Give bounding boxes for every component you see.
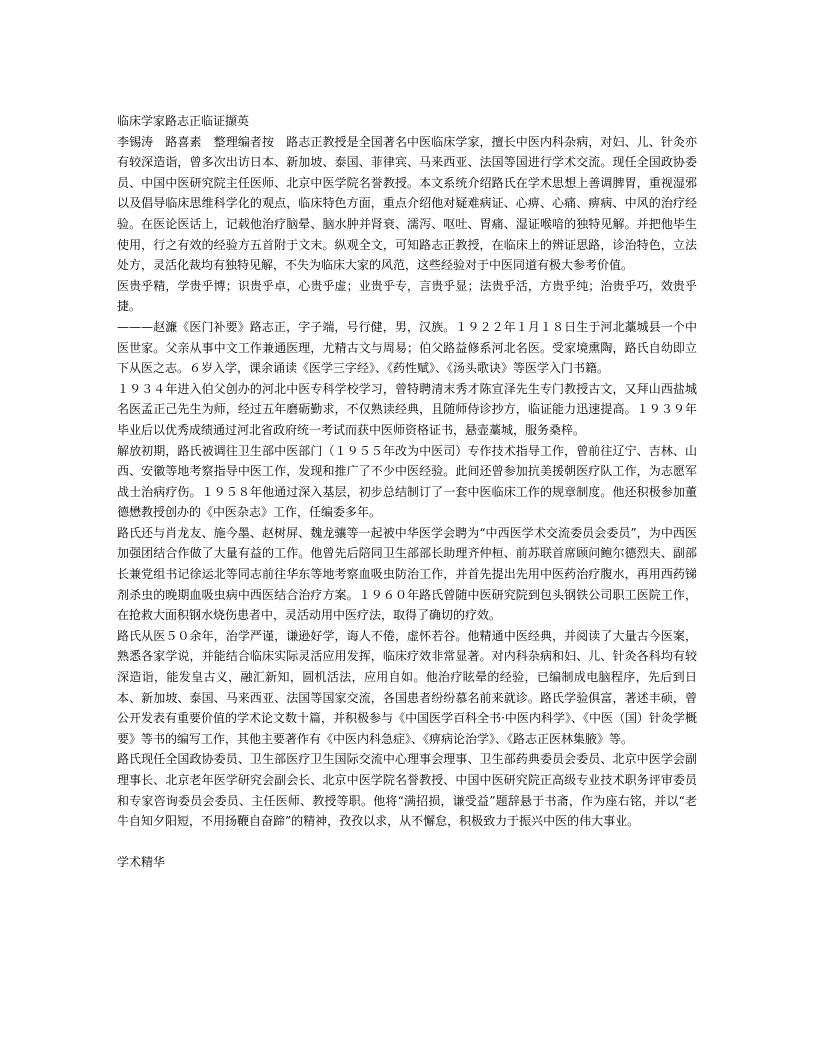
document-page	[117, 111, 697, 873]
paragraph-biography-early: ———赵濂《医门补要》路志正，字子端，号行健，男，汉族。１９２２年１月１８日生于河北藁城县一个中医世家。父亲从事中文工作兼通医理，尤精古文与周易；伯父路益修系河北名医。受家境熏陶，路氏自幼即立下从医之志。６岁入学，课余诵读《医学三字经》、《药性赋》、《汤头歌诀》等医学入门书籍。	[117, 319, 697, 376]
paragraph-editor-note: 李锡涛 路喜素 整理编者按 路志正教授是全国著名中医临床学家，擅长中医内科杂病，对妇、儿、针灸亦有较深造诣，曾多次出访日本、新加坡、泰国、菲律宾、马来西亚、法国等国进行学术交流。现任全国政协委员、中国中医研究院主任医师、北京中医学院名誉教授。本文系统介绍路氏在学术思想上善调脾胃，重视湿邪以及倡导临床思维科学化的观点，临床特色方面，重点介绍他对疑难病证、心痹、心痛、痹病、中风的治疗经验。在医论医话上，记载他治疗脑晕、脑水肿并肾衰、濡泻、呕吐、胃痛、湿证喉喑的独特见解。并把他毕生使用，行之有效的经验方五首附于文末。纵观全文，可知路志正教授，在临床上的辨证思路，诊治特色，立法处方，灵活化裁均有独特见解，不失为临床大家的风范，这些经验对于中医同道有极大参考价值。	[117, 134, 697, 273]
paragraph-collaboration: 路氏还与肖龙友、施今墨、赵树屏、魏龙骧等一起被中华医学会聘为“中西医学术交流委员会委员”，为中西医加强团结合作做了大量有益的工作。他曾先后陪同卫生部部长助理齐仲桓、前苏联首席顾问鲍尔德烈夫、副部长兼党组书记徐运北等同志前往华东等地考察血吸虫防治工作，并首先提出先用中医药治疗腹水，再用西药锑剂杀虫的晚期血吸虫病中西医结合治疗方案。１９６０年路氏曾随中医研究院到包头钢铁公司职工医院工作，在抢救大面积钢水烧伤患者中，灵活动用中医疗法，取得了确切的疗效。	[117, 525, 697, 623]
paragraph-education: １９３４年进入伯父创办的河北中医专科学校学习，曾特聘清末秀才陈宣泽先生专门教授古文，又拜山西盐城名医孟正己先生为师，经过五年磨砺勤求，不仅熟读经典，且随师侍诊抄方，临证能力迅速提高。１９３９年毕业后以优秀成绩通过河北省政府统一考试而获中医师资格证书，悬壶藁城，服务桑梓。	[117, 381, 697, 437]
paragraph-current-positions: 路氏现任全国政协委员、卫生部医疗卫生国际交流中心理事会理事、卫生部药典委员会委员、北京中医学会副理事长、北京老年医学研究会副会长、北京中医学院名誉教授、中国中医研究院正高级专业技术职务评审委员和专家咨询委员会委员、主任医师、教授等职。他将“满招损，谦受益”题辞悬于书斋，作为座右铭，并以“老牛自知夕阳短，不用扬鞭自奋蹄”的精神，孜孜以求，从不懈怠，积极致力于振兴中医的伟大事业。	[117, 752, 697, 829]
document-title: 临床学家路志正临证撷英	[117, 114, 250, 128]
paragraph-clinical-practice: 路氏从医５０余年，治学严谨，谦逊好学，诲人不倦，虚怀若谷。他精通中医经典，并阅读了大量古今医案，熟悉各家学说，并能结合临床实际灵活应用发挥，临床疗效非常显著。对内科杂病和妇、儿、针灸各科均有较深造诣，能发皇古义，融汇新知，圆机活法，应用自如。他治疗眩晕的经验，已编制成电脑程序，先后到日本、新加坡、泰国、马来西亚、法国等国家交流，各国患者纷纷慕名前来就诊。路氏学验俱富，著述丰硕，曾公开发表有重要价值的学术论文数十篇，并积极参与《中国医学百科全书·中医内科学》、《中医（国）针灸学概要》等书的编写工作，其他主要著作有《中医内科急症》、《痹病论治学》、《路志正医林集腋》等。	[117, 628, 697, 746]
paragraph-quote: 医贵乎精，学贵乎博；识贵乎卓，心贵乎虚；业贵乎专，言贵乎显；法贵乎活，方贵乎纯；治贵乎巧，效贵乎捷。	[117, 278, 697, 314]
section-heading: 学术精华	[117, 855, 166, 870]
paragraph-early-career: 解放初期，路氏被调往卫生部中医部门（１９５５年改为中医司）专作技术指导工作，曾前往辽宁、吉林、山西、安徽等地考察指导中医工作，发现和推广了不少中医经验。此间还曾参加抗美援朝医疗队工作，为志愿军战士治病疗伤。１９５８年他通过深入基层，初步总结制订了一套中医临床工作的规章制度。他还积极参加董德懋教授创办的《中医杂志》工作，任编委多年。	[117, 443, 697, 520]
